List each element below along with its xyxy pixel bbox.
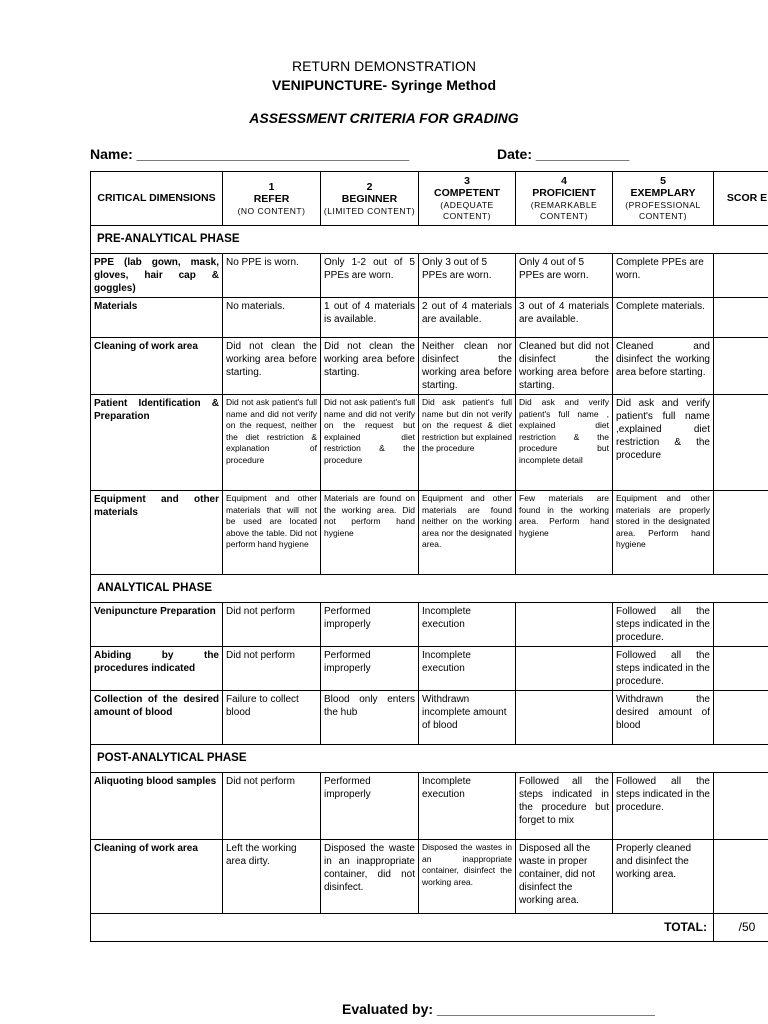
header-level-1: 1 REFER (NO CONTENT) bbox=[223, 172, 321, 226]
level-2-cell: Disposed the waste in an inappropriate container, did not disinfect. bbox=[321, 840, 419, 914]
level-5-cell: Followed all the steps indicated in the procedure. bbox=[613, 773, 714, 840]
level-1-cell: No PPE is worn. bbox=[223, 254, 321, 298]
header-critical-dimensions: CRITICAL DIMENSIONS bbox=[91, 172, 223, 226]
level-3-cell: Disposed the wastes in an inappropriate container, disinfect the working area. bbox=[419, 840, 516, 914]
total-score-cell[interactable]: /50 bbox=[714, 914, 768, 942]
header-level-2: 2 BEGINNER (LIMITED CONTENT) bbox=[321, 172, 419, 226]
table-row bbox=[91, 840, 768, 914]
table-row bbox=[91, 691, 768, 745]
score-cell[interactable] bbox=[714, 298, 768, 338]
level-5-cell: Cleaned and disinfect the working area before starting. bbox=[613, 338, 714, 395]
criterion-cell: Aliquoting blood samples bbox=[91, 773, 223, 840]
score-cell[interactable] bbox=[714, 840, 768, 914]
level-4-cell: Followed all the steps indicated in the procedure but forget to mix bbox=[516, 773, 613, 840]
level-1-cell: Did not perform bbox=[223, 603, 321, 647]
level-4-cell: Only 4 out of 5 PPEs are worn. bbox=[516, 254, 613, 298]
level-3-cell: Withdrawn incomplete amount of blood bbox=[419, 691, 516, 745]
phase-title: PRE-ANALYTICAL PHASE bbox=[91, 226, 768, 254]
level-5-cell: Complete materials. bbox=[613, 298, 714, 338]
level-5-cell: Did ask and verify patient's full name ,explained diet restriction & the procedure bbox=[613, 395, 714, 491]
assessment-heading: ASSESSMENT CRITERIA FOR GRADING bbox=[249, 110, 519, 126]
level-5-cell: Followed all the steps indicated in the procedure. bbox=[613, 647, 714, 691]
level-1-cell: Did not clean the working area before starting. bbox=[223, 338, 321, 395]
phase-row bbox=[91, 745, 768, 773]
level-2-cell: Blood only enters the hub bbox=[321, 691, 419, 745]
level-3-cell: Incomplete execution bbox=[419, 647, 516, 691]
level-5-cell: Complete PPEs are worn. bbox=[613, 254, 714, 298]
title-line-1: RETURN DEMONSTRATION bbox=[291, 58, 477, 74]
score-cell[interactable] bbox=[714, 338, 768, 395]
level-2-cell: Performed improperly bbox=[321, 773, 419, 840]
date-field[interactable]: Date: ____________ bbox=[497, 146, 630, 162]
total-row bbox=[91, 914, 768, 942]
level-5-cell: Followed all the steps indicated in the procedure. bbox=[613, 603, 714, 647]
level-1-cell: No materials. bbox=[223, 298, 321, 338]
level-5-cell: Properly cleaned and disinfect the working area. bbox=[613, 840, 714, 914]
phase-row bbox=[91, 226, 768, 254]
score-cell[interactable] bbox=[714, 491, 768, 575]
criterion-cell: Abiding by the procedures indicated bbox=[91, 647, 223, 691]
criterion-cell: Cleaning of work area bbox=[91, 840, 223, 914]
level-3-cell: Incomplete execution bbox=[419, 603, 516, 647]
criterion-cell: PPE (lab gown, mask, gloves, hair cap & goggles) bbox=[91, 254, 223, 298]
score-cell[interactable] bbox=[714, 691, 768, 745]
score-cell[interactable] bbox=[714, 773, 768, 840]
level-2-cell: Materials are found on the working area. Did not perform hand hygiene bbox=[321, 491, 419, 575]
header-level-5: 5 EXEMPLARY (PROFESSIONAL CONTENT) bbox=[613, 172, 714, 226]
score-cell[interactable] bbox=[714, 254, 768, 298]
table-row bbox=[91, 298, 768, 338]
phase-row bbox=[91, 575, 768, 603]
table-row bbox=[91, 338, 768, 395]
title-line-2: VENIPUNCTURE- Syringe Method bbox=[271, 77, 496, 93]
level-3-cell: 2 out of 4 materials are available. bbox=[419, 298, 516, 338]
level-5-cell: Equipment and other materials are properly stored in the designated area. Perform hand hygiene bbox=[613, 491, 714, 575]
level-3-cell: Only 3 out of 5 PPEs are worn. bbox=[419, 254, 516, 298]
criterion-cell: Venipuncture Preparation bbox=[91, 603, 223, 647]
level-2-cell: Performed improperly bbox=[321, 647, 419, 691]
level-3-cell: Equipment and other materials are found neither on the working area nor the designated area. bbox=[419, 491, 516, 575]
level-2-cell: Performed improperly bbox=[321, 603, 419, 647]
table-header-row bbox=[91, 172, 768, 226]
level-3-cell: Neither clean nor disinfect the working area before starting. bbox=[419, 338, 516, 395]
level-3-cell: Incomplete execution bbox=[419, 773, 516, 840]
level-1-cell: Equipment and other materials that will not be used are located above the table. Did not perform hand hygiene bbox=[223, 491, 321, 575]
score-cell[interactable] bbox=[714, 647, 768, 691]
criterion-cell: Patient Identification & Preparation bbox=[91, 395, 223, 491]
level-1-cell: Did not perform bbox=[223, 647, 321, 691]
header-level-4: 4 PROFICIENT (REMARKABLE CONTENT) bbox=[516, 172, 613, 226]
name-field[interactable]: Name: ___________________________________ bbox=[90, 146, 410, 162]
level-4-cell bbox=[516, 647, 613, 691]
level-4-cell: Cleaned but did not disinfect the working area before starting. bbox=[516, 338, 613, 395]
phase-title: ANALYTICAL PHASE bbox=[91, 575, 768, 603]
level-1-cell: Left the working area dirty. bbox=[223, 840, 321, 914]
level-4-cell: Disposed all the waste in proper container, did not disinfect the working area. bbox=[516, 840, 613, 914]
level-1-cell: Did not perform bbox=[223, 773, 321, 840]
level-2-cell: Only 1-2 out of 5 PPEs are worn. bbox=[321, 254, 419, 298]
grading-rubric-table bbox=[90, 171, 768, 942]
level-3-cell: Did ask patient's full name but din not verify on the request & diet restriction but explained the procedure bbox=[419, 395, 516, 491]
header-score: SCOR E bbox=[714, 172, 768, 226]
level-1-cell: Did not ask patient's full name and did not verify on the request, neither the diet restriction & explanation of procedure bbox=[223, 395, 321, 491]
header-level-3: 3 COMPETENT (ADEQUATE CONTENT) bbox=[419, 172, 516, 226]
table-row bbox=[91, 395, 768, 491]
criterion-cell: Equipment and other materials bbox=[91, 491, 223, 575]
score-cell[interactable] bbox=[714, 395, 768, 491]
table-row bbox=[91, 254, 768, 298]
phase-title: POST-ANALYTICAL PHASE bbox=[91, 745, 768, 773]
total-label: TOTAL: bbox=[91, 914, 714, 942]
level-4-cell: 3 out of 4 materials are available. bbox=[516, 298, 613, 338]
criterion-cell: Collection of the desired amount of blood bbox=[91, 691, 223, 745]
table-row bbox=[91, 491, 768, 575]
level-4-cell: Did ask and verify patient's full name , explained diet restriction & the procedure but incomplete detail bbox=[516, 395, 613, 491]
level-4-cell bbox=[516, 691, 613, 745]
criterion-cell: Materials bbox=[91, 298, 223, 338]
level-4-cell bbox=[516, 603, 613, 647]
table-row bbox=[91, 603, 768, 647]
table-row bbox=[91, 773, 768, 840]
level-1-cell: Failure to collect blood bbox=[223, 691, 321, 745]
level-2-cell: Did not clean the working area before starting. bbox=[321, 338, 419, 395]
evaluated-by-field[interactable]: Evaluated by: ____________________________ bbox=[342, 1001, 655, 1017]
level-2-cell: Did not ask patient's full name and did not verify on the request but explained diet restriction & the procedure bbox=[321, 395, 419, 491]
level-5-cell: Withdrawn the desired amount of blood bbox=[613, 691, 714, 745]
score-cell[interactable] bbox=[714, 603, 768, 647]
criterion-cell: Cleaning of work area bbox=[91, 338, 223, 395]
level-2-cell: 1 out of 4 materials is available. bbox=[321, 298, 419, 338]
level-4-cell: Few materials are found in the working area. Perform hand hygiene bbox=[516, 491, 613, 575]
table-row bbox=[91, 647, 768, 691]
